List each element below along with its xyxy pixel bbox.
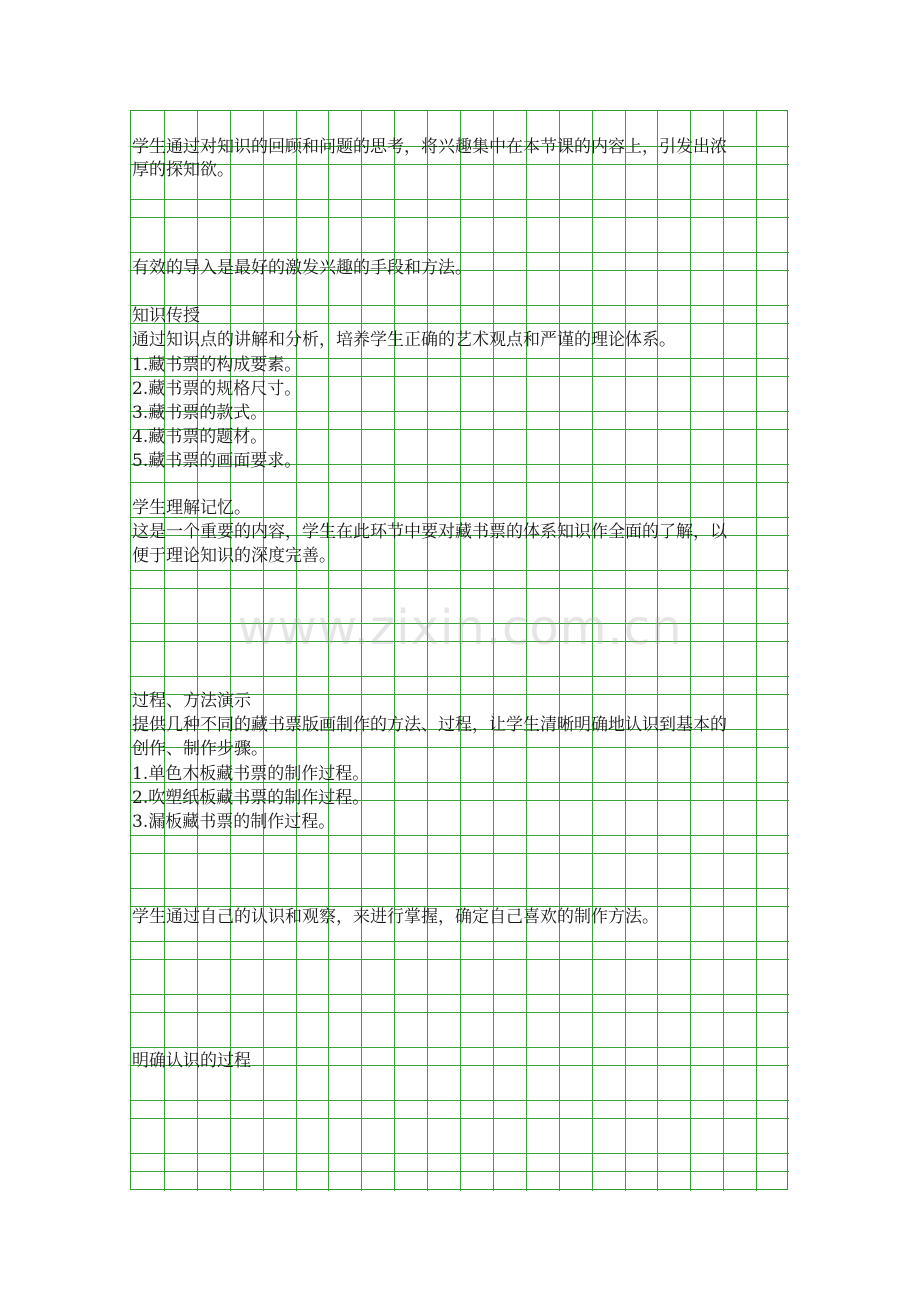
watermark: www.zixin.com.cn — [237, 600, 683, 656]
text-line: 学生通过自己的认识和观察，来进行掌握，确定自己喜欢的制作方法。 — [132, 907, 659, 927]
list-item: 2.藏书票的规格尺寸。 — [132, 379, 302, 399]
text-line: 便于理论知识的深度完善。 — [132, 546, 336, 566]
text-line: 厚的探知欲。 — [132, 160, 234, 180]
section-heading: 知识传授 — [132, 306, 200, 326]
list-item: 3.藏书票的款式。 — [132, 403, 268, 423]
list-item: 3.漏板藏书票的制作过程。 — [132, 812, 336, 832]
section-heading: 明确认识的过程 — [132, 1051, 251, 1071]
section-heading: 过程、方法演示 — [132, 691, 251, 711]
text-line: 学生理解记忆。 — [132, 498, 251, 518]
text-line: 创作、制作步骤。 — [132, 739, 268, 759]
text-line: 提供几种不同的藏书票版画制作的方法、过程，让学生清晰明确地认识到基本的 — [132, 715, 727, 735]
list-item: 1.单色木板藏书票的制作过程。 — [132, 764, 370, 784]
text-line: 学生通过对知识的回顾和问题的思考，将兴趣集中在本节课的内容上，引发出浓 — [132, 137, 727, 157]
text-line: 有效的导入是最好的激发兴趣的手段和方法。 — [132, 258, 472, 278]
list-item: 4.藏书票的题材。 — [132, 427, 268, 447]
list-item: 2.吹塑纸板藏书票的制作过程。 — [132, 788, 370, 808]
text-line: 这是一个重要的内容，学生在此环节中要对藏书票的体系知识作全面的了解，以 — [132, 522, 727, 542]
text-line: 通过知识点的讲解和分析，培养学生正确的艺术观点和严谨的理论体系。 — [132, 330, 676, 350]
list-item: 5.藏书票的画面要求。 — [132, 451, 302, 471]
list-item: 1.藏书票的构成要素。 — [132, 355, 302, 375]
